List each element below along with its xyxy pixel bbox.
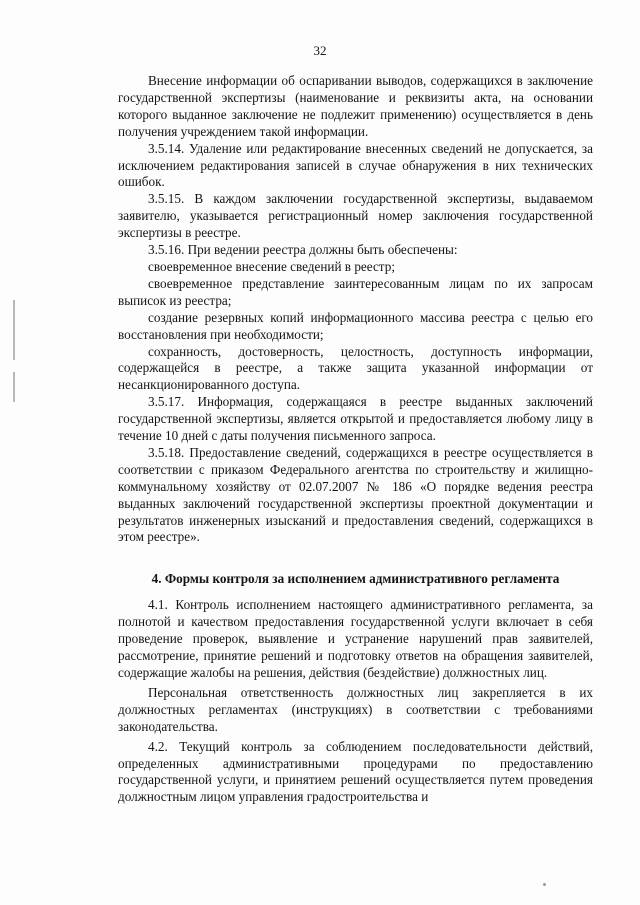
paragraph-4-2: 4.2. Текущий контроль за соблюдением последовательности действий, определенных административными процедурами по предоставлению государственной услуги, и принятием решений осуществляется путем проведения должностным лицом управления градостроительства и [118, 738, 593, 805]
page-number: 32 [313, 43, 327, 58]
list-item-integrity: сохранность, достоверность, целостность, доступность информации, содержащейся в реестре, а также защита указанной информации от несанкционированного доступа. [118, 343, 593, 393]
paragraph-3-5-15: 3.5.15. В каждом заключении государственной экспертизы, выдаваемом заявителю, указывается регистрационный номер заключения государственной экспертизы в реестре. [118, 191, 593, 241]
paragraph-3-5-16: 3.5.16. При ведении реестра должны быть обеспечены: [148, 242, 458, 258]
scan-artifact-line [13, 300, 15, 360]
paragraph-3-5-18: 3.5.18. Предоставление сведений, содержащихся в реестре осуществляется в соответствии с приказом Федерального агентства по строительству и жилищно-коммунальному хозяйству от 02.07.2007 № 186 «О порядке ведения реестра выданных заключений государственной экспертизы проектной документации и результатов инженерных изысканий и предоставления сведений, содержащихся в этом реестре». [118, 444, 593, 545]
scan-artifact-dot [543, 883, 546, 886]
paragraph-3-5-14: 3.5.14. Удаление или редактирование внесенных сведений не допускается, за исключением редактирования записей в случае обнаружения в них технических ошибок. [118, 140, 593, 190]
paragraph-personal-responsibility: Персональная ответственность должностных лиц закрепляется в их должностных регламентах (инструкциях) в соответствии с требованиями законодательства. [118, 684, 593, 734]
document-body [118, 73, 593, 806]
paragraph-registry-dispute: Внесение информации об оспаривании выводов, содержащихся в заключение государственной экспертизы (наименование и реквизиты акта, на основании которого выданное заключение не подлежит применению) осуществляется в день получения учреждением такой информации. [118, 73, 593, 139]
paragraph-3-5-17: 3.5.17. Информация, содержащаяся в реестре выданных заключений государственной экспертизы, является открытой и предоставляется любому лицу в течение 10 дней с даты получения письменного запроса. [118, 394, 593, 444]
list-item-timely-entry: своевременное внесение сведений в реестр; [148, 258, 395, 274]
list-item-timely-extracts: своевременное представление заинтересованным лицам по их запросам выписок из реестра; [118, 275, 593, 308]
list-item-backup-copies: создание резервных копий информационного массива реестра с целью его восстановления при необходимости; [118, 309, 593, 342]
scan-artifact-line [13, 372, 15, 402]
paragraph-4-1: 4.1. Контроль исполнением настоящего административного регламента, за полнотой и качеством предоставления государственной услуги включает в себя проведение проверок, выявление и устранение нарушений прав заявителей, рассмотрение, принятие решений и подготовку ответов на обращения заявителей, содержащие жалобы на решения, действия (бездействие) должностных лиц. [118, 597, 593, 680]
section-4-heading: 4. Формы контроля за исполнением административного регламента [151, 571, 560, 587]
